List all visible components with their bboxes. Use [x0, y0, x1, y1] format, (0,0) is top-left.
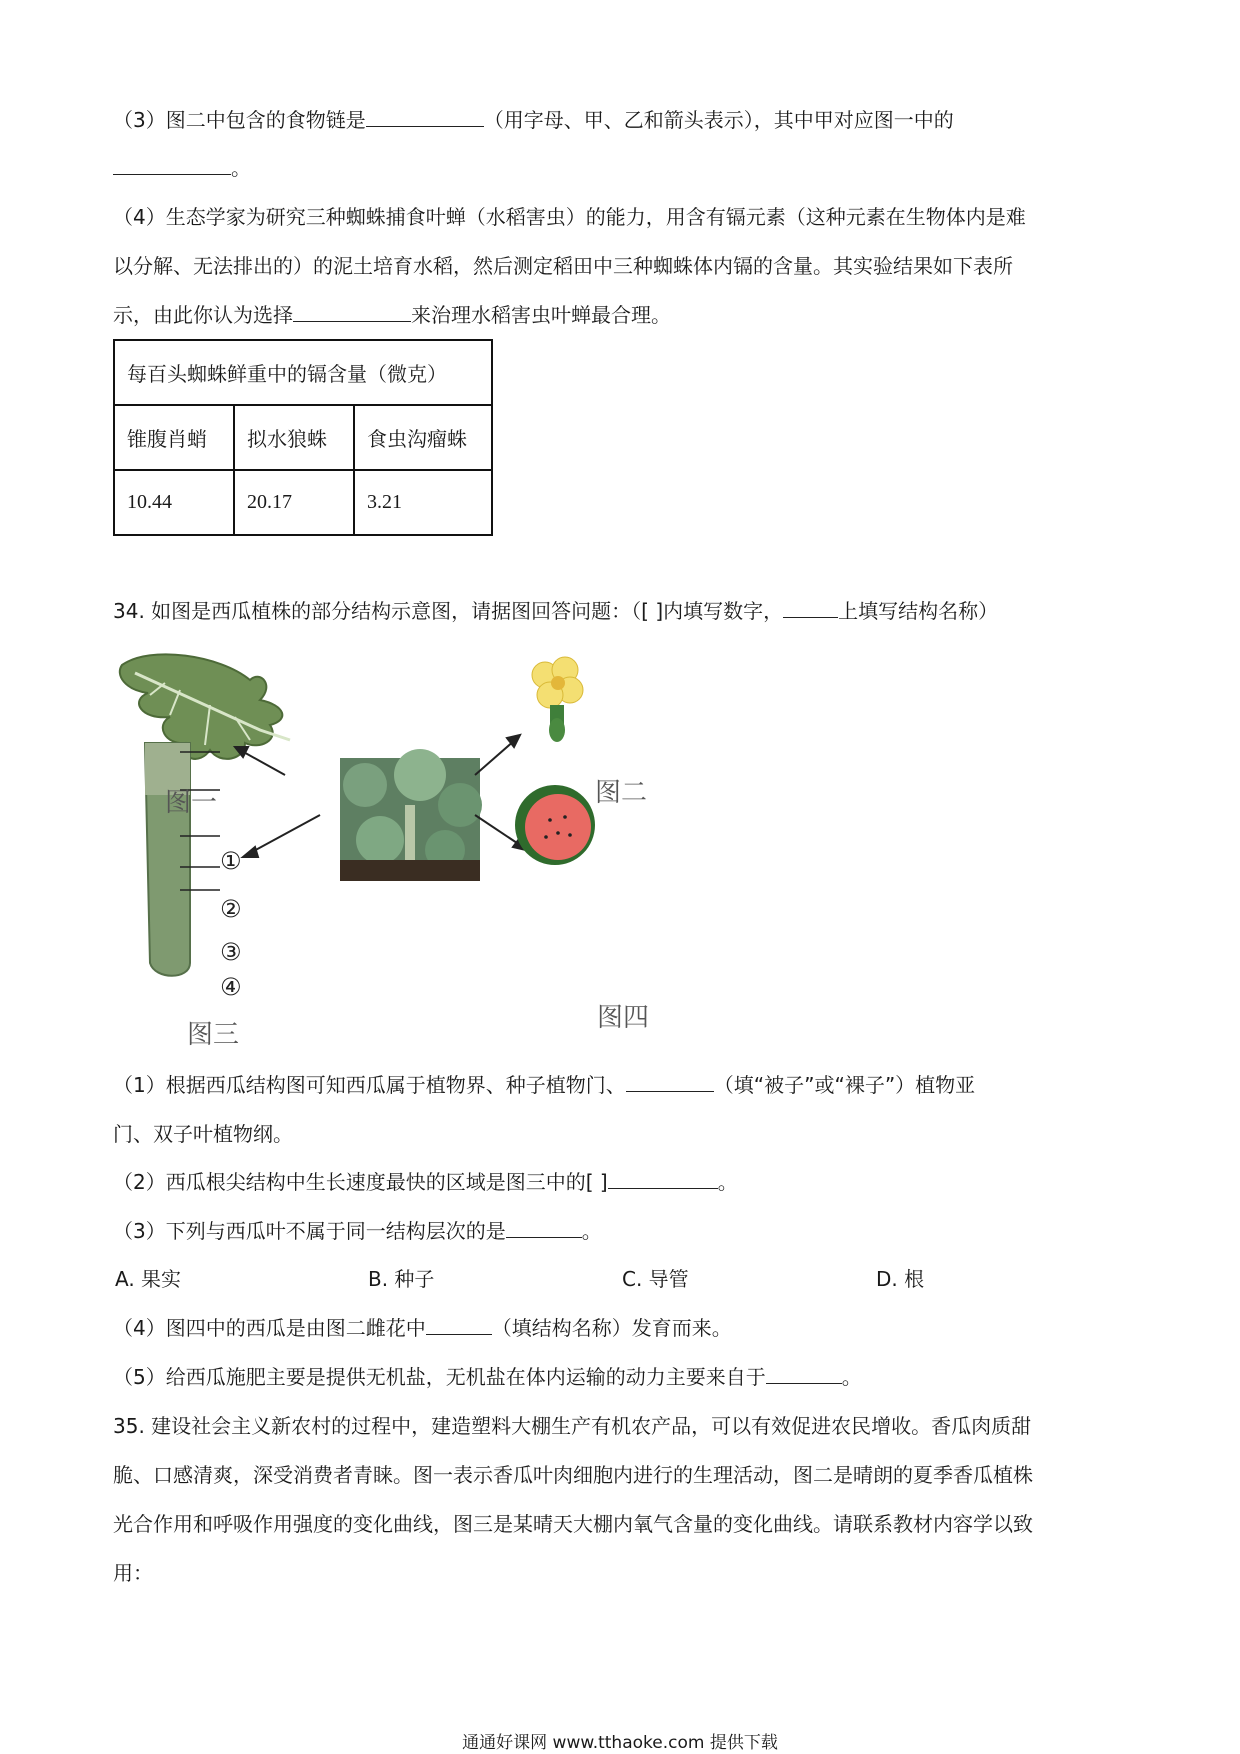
table-header-cell: 锥腹肖蛸: [114, 405, 234, 470]
q35-line4: 用：: [113, 1561, 153, 1585]
q33-part3-text-b: （用字母、甲、乙和箭头表示），其中甲对应图一中的: [483, 108, 954, 132]
table-header-cell: 拟水狼蛛: [234, 405, 354, 470]
q34-part3-blank[interactable]: [506, 1217, 582, 1238]
table-value-cell: 10.44: [114, 470, 234, 535]
table-value-cell: 3.21: [354, 470, 492, 535]
root-tip-illustration: [145, 743, 220, 976]
q33-part4-blank[interactable]: [293, 301, 411, 322]
q34-part2: [113, 1168, 738, 1196]
figure-label-2: 图二: [595, 778, 648, 808]
page-footer: 通通好课网 www.tthaoke.com 提供下载: [462, 1733, 778, 1753]
root-zone-marker-1: ①: [220, 847, 242, 875]
choice-d[interactable]: D. 根: [876, 1267, 925, 1291]
flower-illustration: [532, 657, 583, 742]
q33-part4-line3: [113, 301, 671, 329]
q33-part4-text-b: 来治理水稻害虫叶蝉最合理。: [411, 303, 671, 327]
q34-part5-text: （5）给西瓜施肥主要是提供无机盐，无机盐在体内运输的动力主要来自于: [113, 1365, 766, 1389]
q34-part5-blank[interactable]: [766, 1363, 842, 1384]
choice-a[interactable]: A. 果实: [115, 1267, 182, 1291]
q34-part2-blank[interactable]: [608, 1168, 718, 1189]
q35-line3: 光合作用和呼吸作用强度的变化曲线，图三是某晴天大棚内氧气含量的变化曲线。请联系教材内容学以致: [113, 1512, 1033, 1536]
table-title: 每百头蜘蛛鲜重中的镉含量（微克）: [114, 340, 492, 405]
q34-part5-end: 。: [841, 1365, 862, 1389]
cadmium-table: [113, 339, 493, 536]
table-header-cell: 食虫沟瘤蛛: [354, 405, 492, 470]
figure-label-3: 图三: [187, 1020, 240, 1050]
q34-part4-text-b: （填结构名称）发育而来。: [491, 1316, 732, 1340]
q34-part4-blank[interactable]: [426, 1314, 492, 1335]
q33-part3-line1: [113, 106, 954, 134]
q33-part3-line2: [113, 154, 251, 182]
q33-part4-text-a: 示，由此你认为选择: [113, 303, 293, 327]
table-row: [114, 340, 492, 405]
plant-photo: [340, 749, 482, 881]
q34-part1-text-a: （1）根据西瓜结构图可知西瓜属于植物界、种子植物门、: [113, 1073, 626, 1097]
root-zone-marker-3: ③: [220, 938, 242, 966]
table-value-cell: 20.17: [234, 470, 354, 535]
q33-part3-end: 。: [231, 156, 251, 180]
choice-c[interactable]: C. 导管: [622, 1267, 689, 1291]
figure-label-1: 图一: [165, 788, 218, 818]
q34-part3: [113, 1217, 602, 1245]
q34-part2-end: 。: [717, 1170, 738, 1194]
root-zone-marker-2: ②: [220, 895, 242, 923]
watermelon-illustration: [515, 785, 595, 865]
q33-part4-line1: （4）生态学家为研究三种蜘蛛捕食叶蝉（水稻害虫）的能力，用含有镉元素（这种元素在生物体内是难: [113, 205, 1026, 229]
q34-part3-end: 。: [581, 1219, 602, 1243]
figure-label-4: 图四: [597, 1003, 650, 1033]
table-row: [114, 405, 492, 470]
q35-line1: 35. 建设社会主义新农村的过程中，建造塑料大棚生产有机农产品，可以有效促进农民增收。香瓜肉质甜: [113, 1414, 1032, 1438]
q34-part1-line1: [113, 1071, 975, 1099]
q33-part4-line2: 以分解、无法排出的）的泥土培育水稻，然后测定稻田中三种蜘蛛体内镉的含量。其实验结果如下表所: [113, 254, 1013, 278]
q34-part1-line2: 门、双子叶植物纲。: [113, 1122, 293, 1146]
q34-part4: [113, 1314, 732, 1342]
q34-part1-text-b: （填“被子”或“裸子”）植物亚: [713, 1073, 976, 1097]
q34-part2-text: （2）西瓜根尖结构中生长速度最快的区域是图三中的[ ]: [113, 1170, 608, 1194]
q34-part5: [113, 1363, 862, 1391]
q34-part1-blank[interactable]: [626, 1071, 714, 1092]
q33-part3-blank-1[interactable]: [366, 106, 484, 127]
q35-line2: 脆、口感清爽，深受消费者青睐。图一表示香瓜叶肉细胞内进行的生理活动，图二是晴朗的夏季香瓜植株: [113, 1463, 1033, 1487]
q34-stem-text-b: 上填写结构名称）: [838, 599, 999, 623]
root-zone-marker-4: ④: [220, 973, 242, 1001]
q34-stem-text-a: 34. 如图是西瓜植株的部分结构示意图，请据图回答问题：（[ ]内填写数字，: [113, 599, 784, 623]
watermelon-figure: [110, 645, 710, 1045]
choice-b[interactable]: B. 种子: [368, 1267, 435, 1291]
q33-part3-text-a: （3）图二中包含的食物链是: [113, 108, 366, 132]
q34-stem-blank: [783, 597, 838, 618]
q34-stem: [113, 597, 998, 625]
q33-part3-blank-2[interactable]: [113, 154, 231, 175]
q34-part3-text: （3）下列与西瓜叶不属于同一结构层次的是: [113, 1219, 506, 1243]
q34-part4-text-a: （4）图四中的西瓜是由图二雌花中: [113, 1316, 426, 1340]
table-row: [114, 470, 492, 535]
